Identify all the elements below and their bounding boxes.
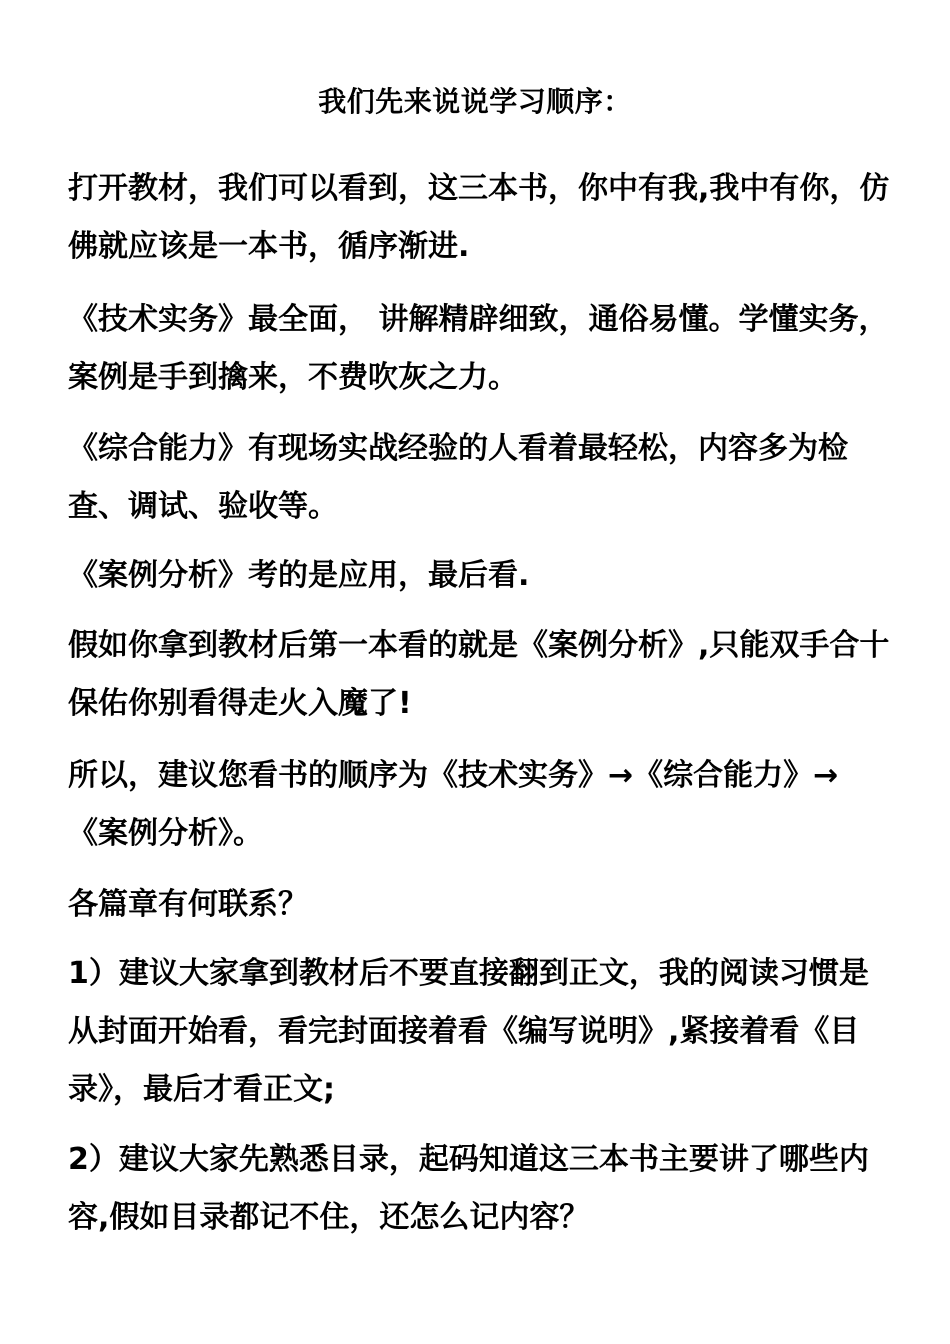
paragraph-technical-practice: 《技术实务》最全面， 讲解精辟细致，通俗易懂。学懂实务，案例是手到擒来，不费吹灰之力。 [68,302,889,395]
list-item-2: 2）建议大家先熟悉目录，起码知道这三本书主要讲了哪些内容,假如目录都记不住，还怎么记内容？ [68,1142,869,1235]
paragraph-warning: 假如你拿到教材后第一本看的就是《案例分析》,只能双手合十保佑你别看得走火入魔了! [68,628,890,721]
list-item-1: 1）建议大家拿到教材后不要直接翻到正文，我的阅读习惯是从封面开始看，看完封面接着看《编写说明》,紧接着看《目录》，最后才看正文; [68,956,869,1107]
document-title: 我们先来说说学习顺序： [318,85,632,118]
section-heading-connections: 各篇章有何联系？ [68,887,308,922]
paragraph-intro: 打开教材，我们可以看到，这三本书，你中有我,我中有你，仿佛就应该是一本书，循序渐进. [68,171,890,264]
paragraph-reading-order: 所以，建议您看书的顺序为《技术实务》→《综合能力》→《案例分析》。 [68,758,839,851]
paragraph-case-analysis: 《案例分析》考的是应用，最后看. [68,558,530,593]
paragraph-comprehensive-ability: 《综合能力》有现场实战经验的人看着最轻松，内容多为检查、调试、验收等。 [68,431,848,524]
